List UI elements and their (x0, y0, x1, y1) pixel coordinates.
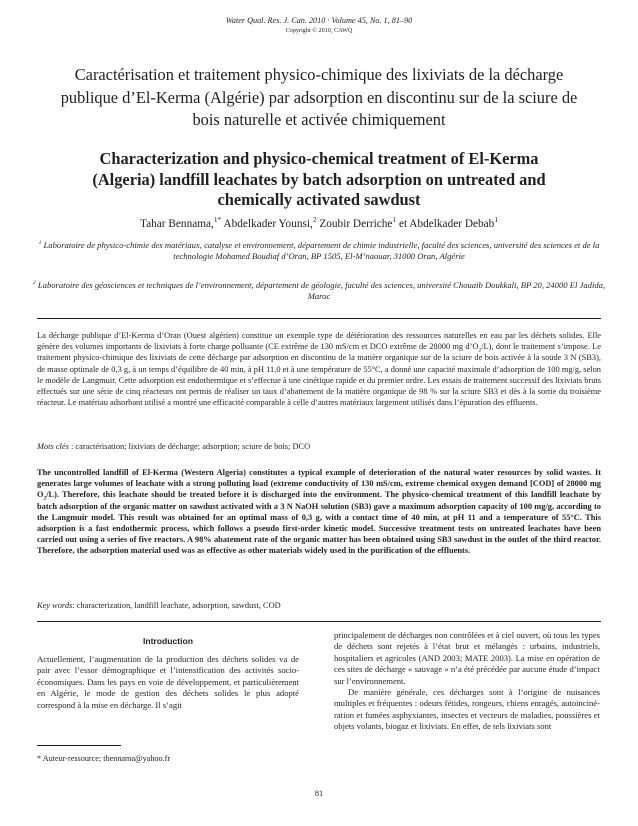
author-affiliation-mark: 1 (213, 215, 218, 225)
abstract-text: La décharge publique d’El-Kerma d’Oran (Ouest algérien) constitue un exemple type de détérioration des ressources naturelles en eau par les déchets solides. Elle génère des volumes importants de lixiviats à forte charge polluante (CE extrême de 130 mS/cm et DCO extrême de 28000 mg d’O (37, 331, 601, 352)
corresponding-author-mark: * (217, 215, 222, 225)
author-list (40, 217, 598, 231)
body-paragraph: principalement de décharges non contrôlées et à ciel ouvert, où tous les types de déchets sont rejetés à l’état brut et mélangés : urbains, industriels, hospitaliers et agricoles (AND 2003; MATE 2003). La mise en opération de ces sites de décharge « sauvage » n’a été précédée par aucune étude d’impact sur l’environnement. (334, 630, 600, 686)
title-english: Characterization and physico-chemical treatment of El-Kerma (Algeria) landfill leachates by batch adsorption on untreated and chemically activated sawdust (92, 149, 546, 209)
subscript: 2 (478, 347, 482, 354)
author-name: Tahar Bennama, (140, 218, 214, 230)
author-name: et Abdelkader Debab (396, 218, 495, 230)
divider (37, 318, 601, 319)
author-affiliation-mark: 1 (494, 215, 498, 225)
abstract-text: The uncontrolled landfill of El-Kerma (Western Algeria) constitutes a typical example of deterioration of the natural water resources by solid wastes. It generates large volumes of leachate with a strong polluting load (extreme conductivity of 130 mS/cm, extreme chemical oxygen demand [COD] of 28000 mg O (37, 468, 601, 500)
affiliation-text: Laboratoire de physico-chimie des matériaux, catalyse et environnement, département de chimie industrielle, faculté des sciences, université des sciences et de la technologie Mohamed Boudiaf d’Oran, BP 1505, El-M’naouar, 31000 Oran, Algérie (41, 240, 600, 262)
divider (37, 621, 601, 622)
affiliation-2 (30, 280, 608, 303)
body-column-left (37, 654, 299, 711)
keywords-label: Key words (37, 601, 73, 610)
subscript: 2 (43, 496, 47, 503)
abstract-text: /L), dont le traitement s’impose. Le traitement physico-chimique des lixiviats de cette décharge par adsorption en discontinu de la matière organique sur de la sciure de bois activée à la soude 3 N (SB3), de masse optimale de 0,3 g, à un temps d’équilibre de 40 min, à pH 11,0 et à une température de 55°C, a donné une capacité maximale d’adsorption de 100 mg/g, selon le modèle de Langmuir. Cette adsorption est endothermique et s’effectue à une cinétique rapide et du premier ordre. Les essais de traitement successif des lixiviats bruts effectués sur une série de cinq réacteurs ont permis de réaliser un taux d’abattement de la matière organique de 98 % sur la sciure SB3 et dès à la sortie du troisième réacteur. Le matériau adsorbant utilisé a montré une efficacité comparable à celle d’autres matériaux largement utilisés dans l’épuration des effluents. (37, 342, 601, 408)
title-french: Caractérisation et traitement physico-chimique des lixiviats de la décharge publique d’El-Kerma (Algérie) par adsorption en discontinu sur de la sciure de bois naturelle et activée chimiquement (60, 65, 578, 129)
affiliation-text: Laboratoire des géosciences et techniques de l’environnement, département de géologie, faculté des sciences, université Chouaib Doukkali, BP 20, 24000 El Jadida, Maroc (35, 280, 606, 302)
body-paragraph: De manière générale, ces décharges sont à l’origine de nuisances multiples et fréquentes : odeurs fétides, rongeurs, chiens enragés, autoincinération et fumées asphyxiantes, insectes et vecteurs de maladies, poussières et objets volants, biogaz et lixiviats. En effet, de tels lixiviats sont (334, 687, 600, 732)
keywords-text: : characterization, landfill leachate, adsorption, sawdust, COD (72, 601, 281, 610)
affiliation-number: 1 (38, 240, 42, 247)
abstract-text: /L). Therefore, this leachate should be treated before it is discharged into the environment. The physico-chemical treatment of this landfill leachate by batch adsorption of the organic matter on sawdust activated with a 3 N NaOH solution (SB3) gave a maximum adsorption capacity of 100 mg/g, according to the Langmuir model. This result was obtained for an optimal mass of 0,3 g, with a contact time of 40 min, at pH 11 and a temperature of 55°C. This adsorption is a fast endothermic process, which follows a pseudo first-order kinetic model. Successive treatment tests on untreated leachates have been carried out using a series of five reactors. A 98% abatement rate of the organic matter has been obtained using SB3 sawdust in the outlet of the third reactor. Therefore, the adsorption material used was as effective as other materials widely used in the purification of the effluents. (37, 490, 601, 556)
affiliation-1 (30, 240, 608, 263)
page-number: 81 (314, 789, 324, 798)
affiliation-number: 2 (32, 280, 36, 287)
footnote: * Auteur-ressource; tbennama@yahoo.fr (37, 754, 171, 763)
author-affiliation-mark: 2 (312, 215, 317, 225)
author-name: Abdelkader Younsi, (221, 218, 313, 230)
keywords-french (37, 441, 601, 452)
author-affiliation-mark: 1 (392, 215, 397, 225)
section-heading-introduction: Introduction (142, 636, 194, 646)
abstract-english (37, 467, 601, 557)
body-column-right (334, 630, 600, 733)
abstract-french (37, 330, 601, 408)
keywords-english (37, 600, 601, 611)
author-name: Zoubir Derriche (316, 218, 393, 230)
keywords-text: : caractérisation; lixiviats de décharge; adsorption; sciure de bois; DCO (68, 442, 311, 451)
keywords-label: Mots clés (37, 442, 69, 451)
footnote-divider (37, 745, 121, 746)
running-head: Water Qual. Res. J. Can. 2010 · Volume 45, No. 1, 81–90 (225, 16, 413, 25)
body-paragraph: Actuellement, l’augmentation de la production des déchets solides va de pair avec l’essor démographique et l’intensification des activités socio-économiques. Dans les pays en voie de développement, et particulièrement en Algérie, le mode de gestion des déchets solides le plus adopté correspond à la mise en décharge. Il s’agit (37, 654, 299, 710)
copyright-line: Copyright © 2010, CAWQ (285, 27, 353, 34)
